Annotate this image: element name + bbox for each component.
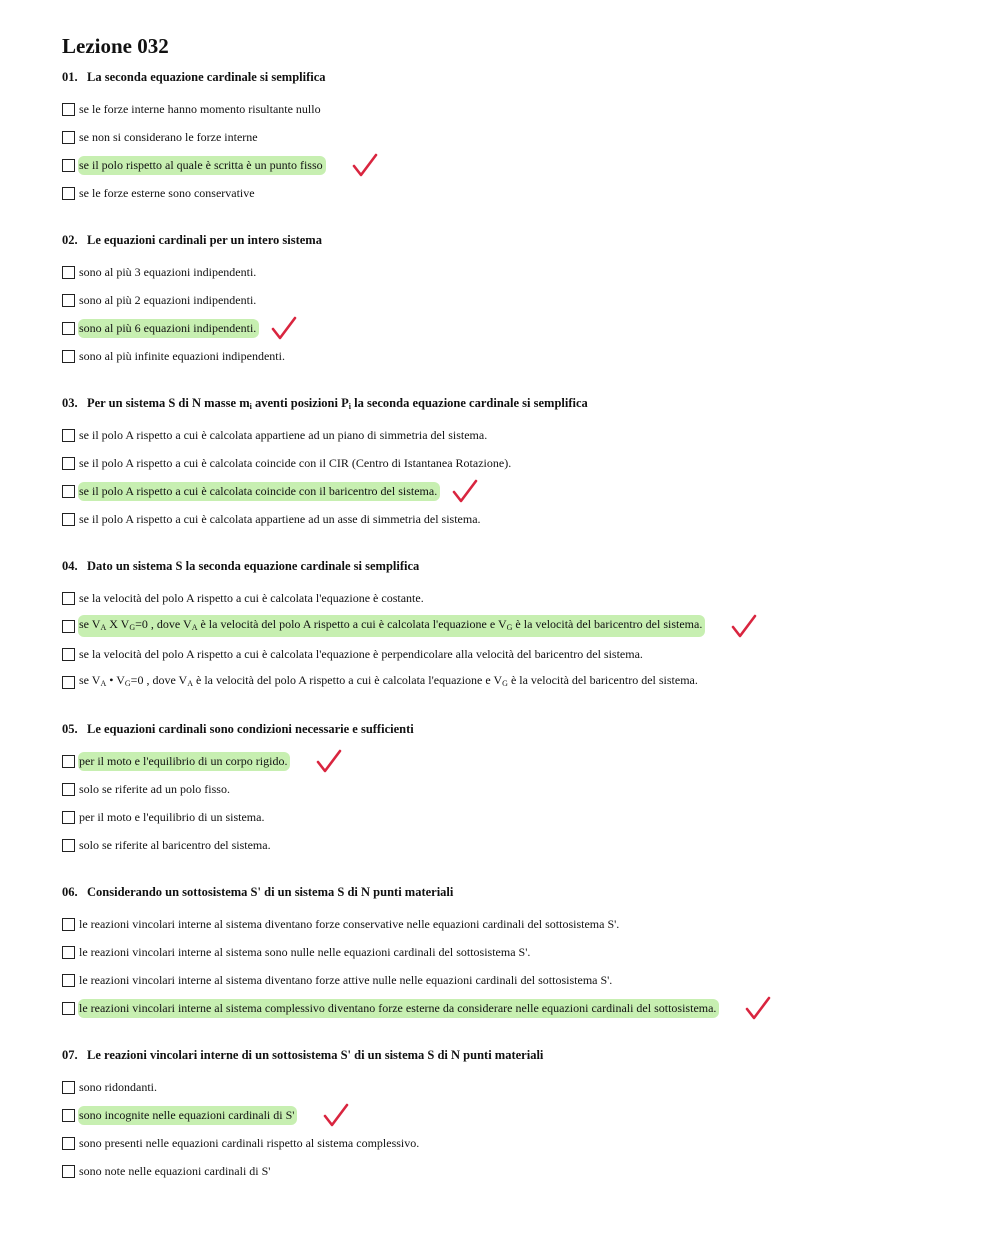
answer-option[interactable] (62, 1157, 962, 1185)
checkmark-icon (452, 479, 478, 505)
question-text: Le equazioni cardinali per un intero sistema (87, 233, 322, 247)
answer-text: sono presenti nelle equazioni cardinali rispetto al sistema complessivo. (79, 1135, 420, 1150)
answer-option[interactable] (62, 910, 962, 938)
question-title (62, 1047, 962, 1064)
answer-checkbox[interactable] (62, 1002, 75, 1015)
answer-option[interactable] (62, 612, 962, 640)
question-block (62, 721, 962, 859)
subscript: A (100, 679, 107, 688)
question-title (62, 721, 962, 738)
answer-checkbox[interactable] (62, 783, 75, 796)
lesson-title: Lezione 032 (62, 34, 169, 58)
answer-text: solo se riferite ad un polo fisso. (79, 781, 230, 796)
question-text: Le equazioni cardinali sono condizioni necessarie e sufficienti (87, 722, 414, 736)
question-title (62, 884, 962, 901)
answer-option[interactable] (62, 1101, 962, 1129)
answer-option[interactable] (62, 123, 962, 151)
subscript: G (506, 623, 513, 632)
answer-checkbox[interactable] (62, 457, 75, 470)
answer-option[interactable] (62, 775, 962, 803)
answer-option[interactable] (62, 668, 962, 696)
checkmark-icon (316, 749, 342, 775)
answer-checkbox[interactable] (62, 429, 75, 442)
answer-text: sono al più infinite equazioni indipendenti. (79, 348, 285, 363)
answer-checkbox[interactable] (62, 513, 75, 526)
subscript: A (187, 679, 193, 688)
answer-option[interactable] (62, 831, 962, 859)
answer-text: se le forze interne hanno momento risultante nullo (79, 101, 321, 116)
question-number: 03. (62, 396, 78, 410)
subscript: G (124, 679, 131, 688)
answer-option[interactable] (62, 1073, 962, 1101)
answer-checkbox[interactable] (62, 592, 75, 605)
option-text-part: =0 , dove V (130, 673, 188, 687)
answer-checkbox[interactable] (62, 1165, 75, 1178)
answer-option[interactable] (62, 747, 962, 775)
answer-text: per il moto e l'equilibrio di un sistema. (79, 809, 265, 824)
answer-text (78, 671, 701, 693)
answer-option[interactable] (62, 994, 962, 1022)
checkmark-icon (731, 614, 757, 640)
answer-checkbox[interactable] (62, 676, 75, 689)
question-title (62, 558, 962, 575)
answer-option[interactable] (62, 314, 962, 342)
checkmark-icon (271, 316, 297, 342)
checkmark-icon (323, 1103, 349, 1129)
question-text-part: aventi posizioni P (251, 396, 349, 410)
question-text: La seconda equazione cardinale si semplifica (87, 70, 326, 84)
question-text: Le reazioni vincolari interne di un sottosistema S' di un sistema S di N punti materiali (87, 1048, 544, 1062)
answer-text: sono al più 3 equazioni indipendenti. (79, 264, 257, 279)
answer-option[interactable] (62, 505, 962, 533)
answer-option[interactable] (62, 151, 962, 179)
answer-checkbox[interactable] (62, 918, 75, 931)
question-number: 01. (62, 70, 78, 84)
answer-text: se la velocità del polo A rispetto a cui è calcolata l'equazione è perpendicolare alla velocità del baricentro del sistema. (79, 646, 643, 661)
question-text: Dato un sistema S la seconda equazione cardinale si semplifica (87, 559, 420, 573)
answer-option[interactable] (62, 938, 962, 966)
quiz-page (62, 33, 962, 1185)
answer-checkbox[interactable] (62, 159, 75, 172)
option-text-part: X V (106, 617, 130, 631)
answer-text: le reazioni vincolari interne al sistema diventano forze attive nulle nelle equazioni cardinali del sottosistema S'. (79, 972, 613, 987)
subscript: G (502, 679, 508, 688)
correct-answer-text: le reazioni vincolari interne al sistema complessivo diventano forze esterne da considerare nelle equazioni cardinali del sottosistema. (78, 999, 719, 1018)
answer-option[interactable] (62, 584, 962, 612)
answer-checkbox[interactable] (62, 620, 75, 633)
correct-answer-text: sono al più 6 equazioni indipendenti. (78, 319, 259, 338)
answer-checkbox[interactable] (62, 1137, 75, 1150)
question-text: Per un sistema S di N masse m (87, 396, 250, 410)
correct-answer-text: se il polo A rispetto a cui è calcolata coincide con il baricentro del sistema. (78, 482, 440, 501)
subscript: i (348, 402, 351, 411)
option-text-part: è la velocità del polo A rispetto a cui è calcolata l'equazione e V (193, 673, 503, 687)
question-list (62, 69, 962, 1185)
answer-checkbox[interactable] (62, 946, 75, 959)
answer-text: sono note nelle equazioni cardinali di S' (79, 1163, 271, 1178)
question-title (62, 232, 962, 249)
answer-checkbox[interactable] (62, 103, 75, 116)
answer-checkbox[interactable] (62, 974, 75, 987)
answer-option[interactable] (62, 966, 962, 994)
answer-checkbox[interactable] (62, 755, 75, 768)
question-text: Considerando un sottosistema S' di un sistema S di N punti materiali (87, 885, 454, 899)
answer-option[interactable] (62, 179, 962, 207)
answer-text: se non si considerano le forze interne (79, 129, 258, 144)
question-number: 04. (62, 559, 78, 573)
option-text-part: è la velocità del baricentro del sistema. (512, 617, 703, 631)
answer-checkbox[interactable] (62, 350, 75, 363)
question-number: 07. (62, 1048, 78, 1062)
answer-text: se il polo A rispetto a cui è calcolata coincide con il CIR (Centro di Istantanea Rotazione). (79, 455, 512, 470)
correct-answer-text: sono incognite nelle equazioni cardinali di S' (78, 1106, 297, 1125)
answer-text: le reazioni vincolari interne al sistema diventano forze conservative nelle equazioni cardinali del sottosistema S'. (79, 916, 620, 931)
answer-checkbox[interactable] (62, 322, 75, 335)
answer-checkbox[interactable] (62, 131, 75, 144)
answer-checkbox[interactable] (62, 1109, 75, 1122)
answer-checkbox[interactable] (62, 648, 75, 661)
question-block (62, 232, 962, 370)
checkmark-icon (352, 153, 378, 179)
answer-checkbox[interactable] (62, 294, 75, 307)
question-block (62, 884, 962, 1022)
question-number: 05. (62, 722, 78, 736)
question-title (62, 69, 962, 86)
answer-option[interactable] (62, 803, 962, 831)
subscript: i (249, 402, 252, 411)
option-text-part: • V (106, 673, 125, 687)
answer-text: se la velocità del polo A rispetto a cui è calcolata l'equazione è costante. (79, 590, 424, 605)
answer-option[interactable] (62, 95, 962, 123)
option-text-part: se V (79, 617, 101, 631)
correct-answer-text (78, 615, 705, 637)
answer-text: se le forze esterne sono conservative (79, 185, 255, 200)
question-text-part: la seconda equazione cardinale si semplifica (350, 396, 588, 410)
answer-checkbox[interactable] (62, 187, 75, 200)
answer-option[interactable] (62, 449, 962, 477)
answer-text: sono ridondanti. (79, 1079, 157, 1094)
checkmark-icon (745, 996, 771, 1022)
question-number: 06. (62, 885, 78, 899)
answer-option[interactable] (62, 421, 962, 449)
subscript: G (129, 623, 136, 632)
answer-text: le reazioni vincolari interne al sistema sono nulle nelle equazioni cardinali del sottosistema S'. (79, 944, 531, 959)
answer-checkbox[interactable] (62, 485, 75, 498)
answer-option[interactable] (62, 258, 962, 286)
subscript: A (191, 623, 198, 632)
answer-option[interactable] (62, 1129, 962, 1157)
option-text-part: se V (79, 673, 101, 687)
answer-option[interactable] (62, 286, 962, 314)
question-title (62, 395, 962, 412)
answer-text: se il polo A rispetto a cui è calcolata appartiene ad un asse di simmetria del sistema. (79, 511, 481, 526)
answer-option[interactable] (62, 477, 962, 505)
answer-option[interactable] (62, 640, 962, 668)
option-text-part: è la velocità del baricentro del sistema. (507, 673, 698, 687)
correct-answer-text: se il polo rispetto al quale è scritta è un punto fisso (78, 156, 326, 175)
question-block (62, 395, 962, 533)
question-block (62, 1047, 962, 1185)
answer-checkbox[interactable] (62, 811, 75, 824)
answer-text: solo se riferite al baricentro del sistema. (79, 837, 271, 852)
answer-option[interactable] (62, 342, 962, 370)
question-block (62, 558, 962, 696)
answer-checkbox[interactable] (62, 266, 75, 279)
question-block (62, 69, 962, 207)
answer-checkbox[interactable] (62, 1081, 75, 1094)
answer-text: sono al più 2 equazioni indipendenti. (79, 292, 257, 307)
answer-checkbox[interactable] (62, 839, 75, 852)
subscript: A (100, 623, 107, 632)
question-number: 02. (62, 233, 78, 247)
correct-answer-text: per il moto e l'equilibrio di un corpo rigido. (78, 752, 290, 771)
option-text-part: =0 , dove V (135, 617, 192, 631)
option-text-part: è la velocità del polo A rispetto a cui è calcolata l'equazione e V (197, 617, 507, 631)
answer-text: se il polo A rispetto a cui è calcolata appartiene ad un piano di simmetria del sistema. (79, 427, 488, 442)
